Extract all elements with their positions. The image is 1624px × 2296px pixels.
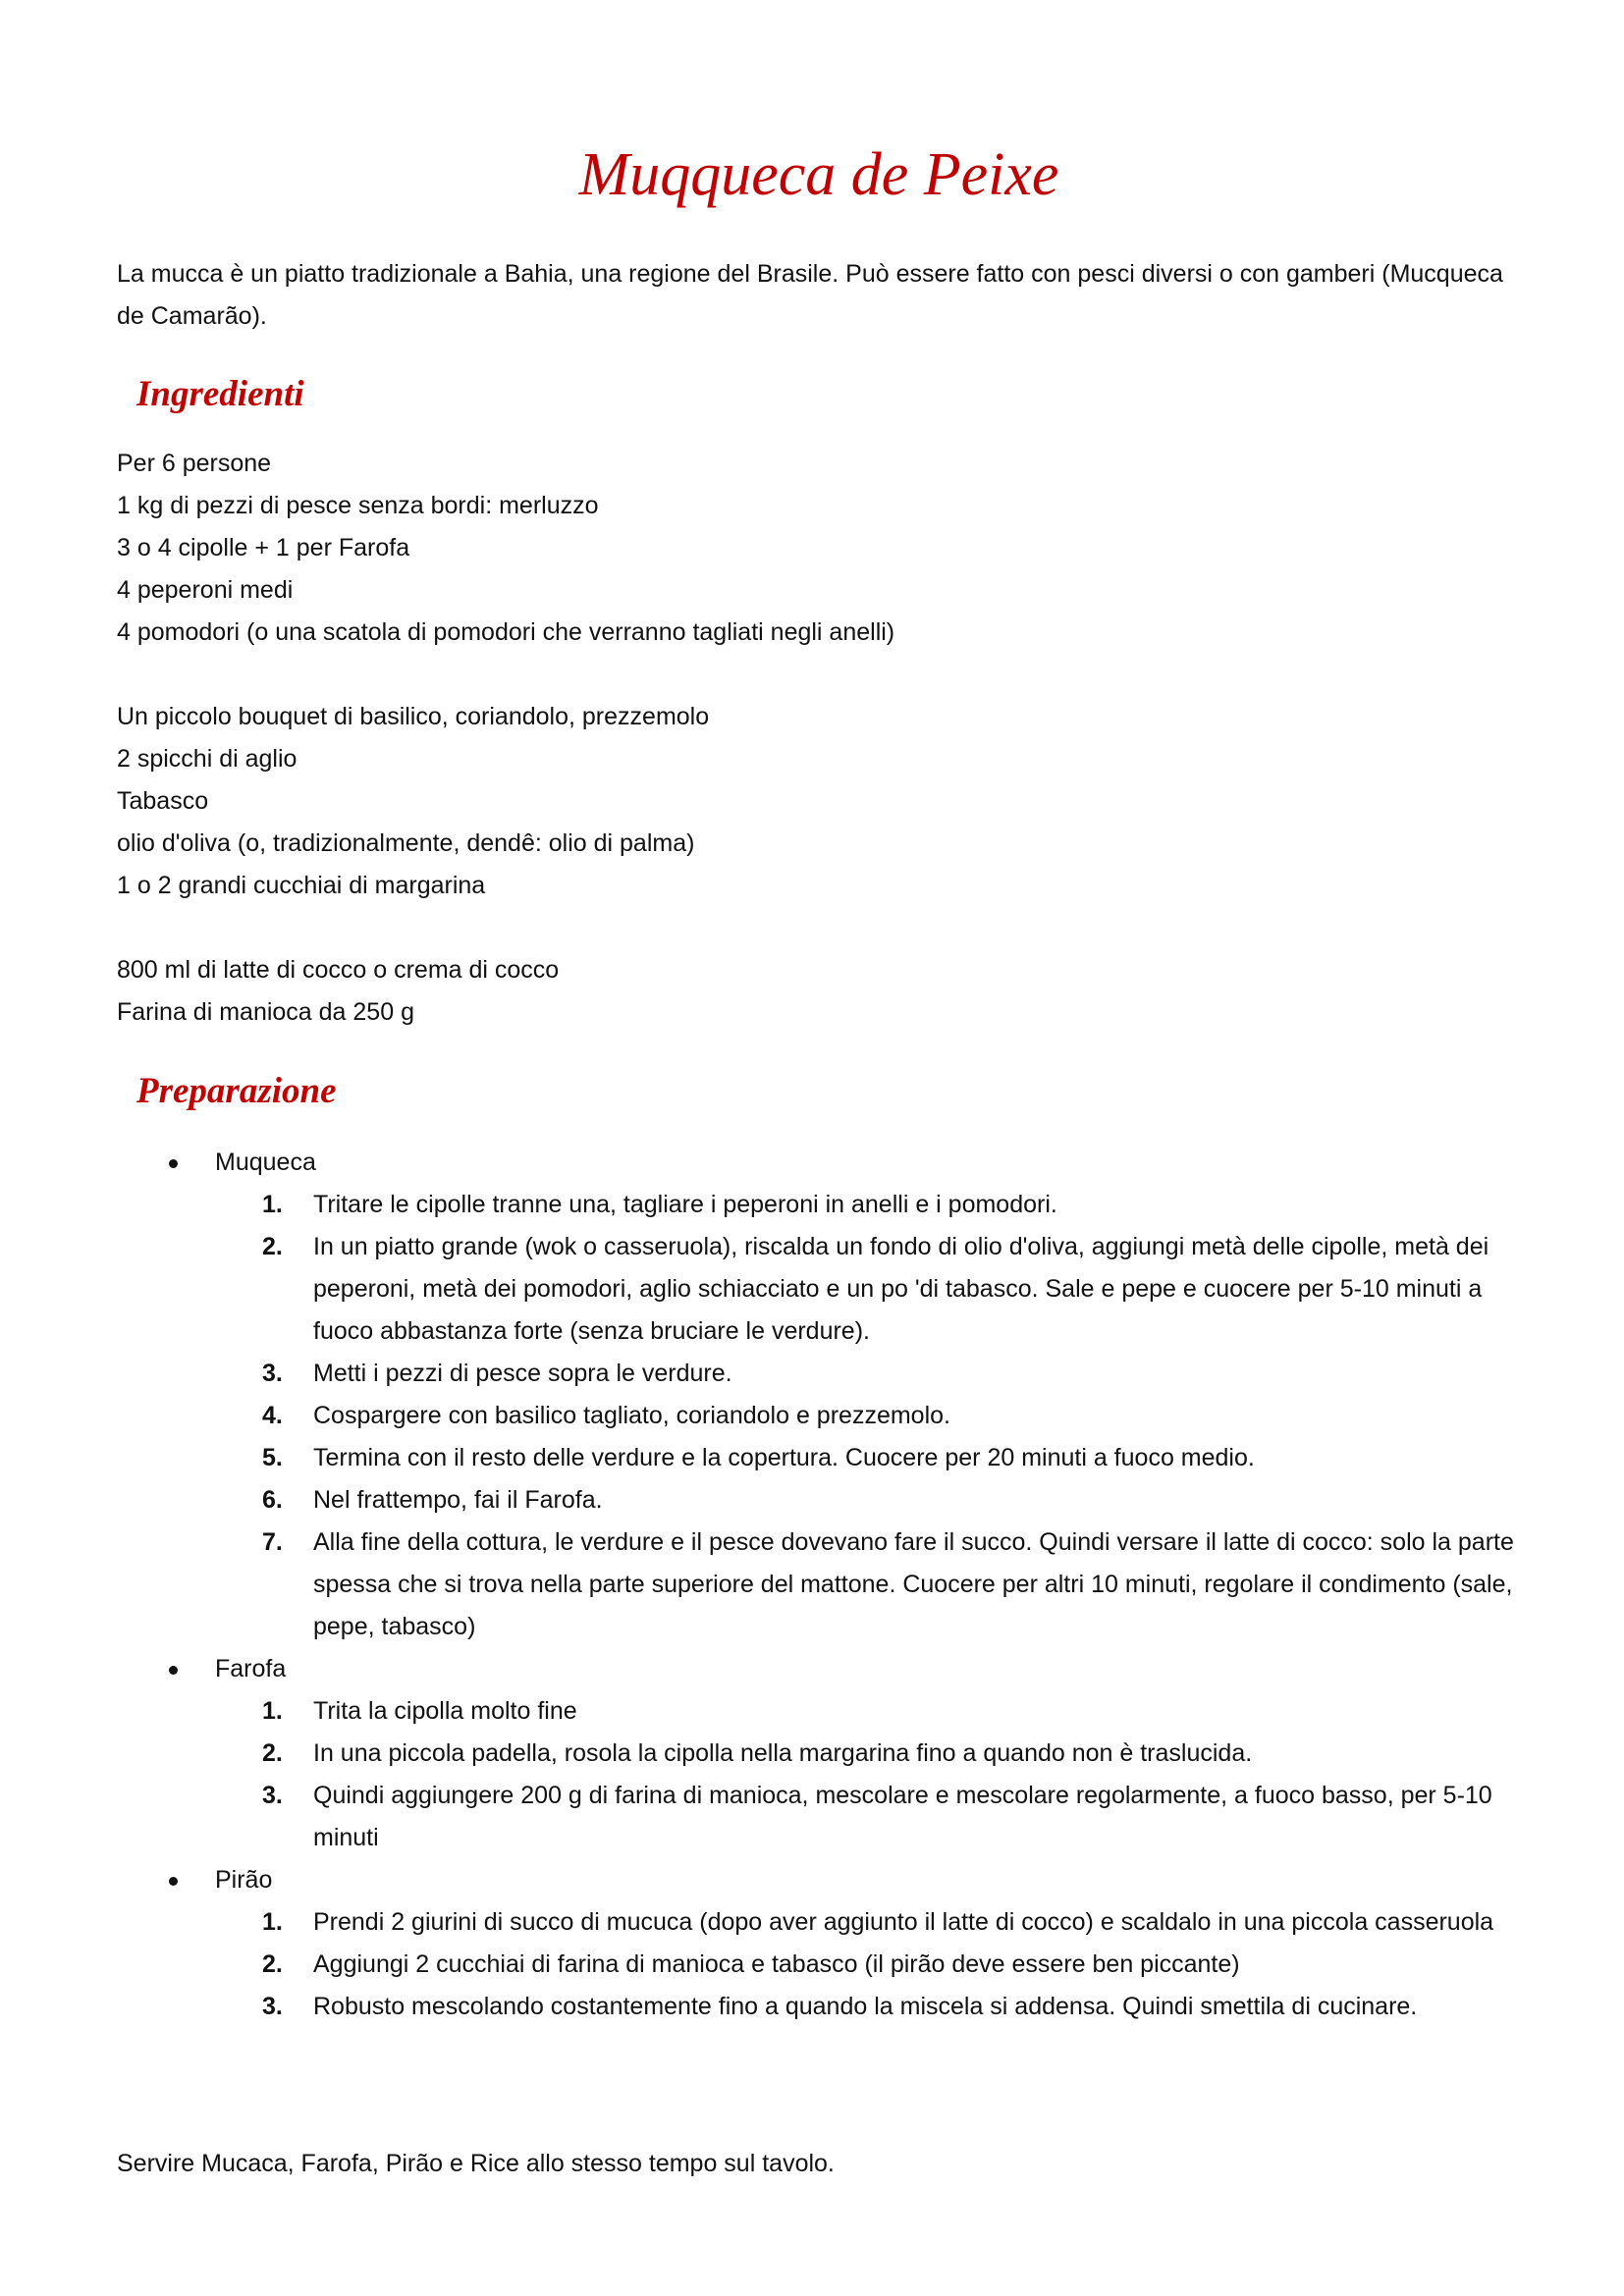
step-item [117, 1775, 1521, 1859]
prep-section-pirao [117, 1859, 1521, 2028]
step-text: Quindi aggiungere 200 g di farina di manioca, mescolare e mescolare regolarmente, a fuoco basso, per 5-10 minuti [313, 1782, 1492, 1851]
step-text: Alla fine della cottura, le verdure e il pesce dovevano fare il succo. Quindi versare il latte di cocco: solo la parte spessa che si trova nella parte superiore del mattone. Cuocere per altri 10 minuti, regolare il condimento (sale, pepe, tabasco) [313, 1528, 1514, 1640]
step-item [117, 1226, 1521, 1353]
ingredient-line: Tabasco [117, 787, 209, 815]
preparation-list [117, 1142, 1521, 2028]
step-text: Robusto mescolando costantemente fino a quando la miscela si addensa. Quindi smettila di cucinare. [313, 1993, 1418, 2020]
intro-paragraph: La mucca è un piatto tradizionale a Bahia, una regione del Brasile. Può essere fatto con pesci diversi o con gamberi (Mucqueca de Camarão). [117, 260, 1503, 330]
step-number: 4. [262, 1402, 283, 1429]
ingredients-heading: Ingredienti [136, 374, 304, 414]
step-number: 6. [262, 1486, 283, 1514]
bullet-item [117, 1142, 1521, 1184]
ingredient-line: 3 o 4 cipolle + 1 per Farofa [117, 534, 410, 561]
ingredient-line: Un piccolo bouquet di basilico, coriandolo, prezzemolo [117, 703, 710, 730]
step-number: 1. [262, 1697, 283, 1725]
ingredient-line: 1 kg di pezzi di pesce senza bordi: merluzzo [117, 492, 599, 519]
step-number: 2. [262, 1950, 283, 1978]
step-number: 2. [262, 1233, 283, 1260]
step-text: Aggiungi 2 cucchiai di farina di manioca e tabasco (il pirão deve essere ben piccante) [313, 1950, 1240, 1978]
bullet-icon [169, 1159, 178, 1168]
step-number: 3. [262, 1993, 283, 2020]
step-number: 2. [262, 1739, 283, 1767]
step-item [117, 1353, 1521, 1395]
step-text: Prendi 2 giurini di succo di mucuca (dopo aver aggiunto il latte di cocco) e scaldalo in una piccola casseruola [313, 1908, 1494, 1936]
ingredient-line: 1 o 2 grandi cucchiai di margarina [117, 872, 486, 899]
section-name: Muqueca [215, 1148, 316, 1176]
paragraph-spacer [117, 907, 1521, 949]
step-item [117, 1986, 1521, 2028]
step-number: 1. [262, 1908, 283, 1936]
section-name: Pirão [215, 1866, 273, 1894]
section-name: Farofa [215, 1655, 287, 1682]
paragraph-spacer [117, 654, 1521, 696]
step-number: 1. [262, 1191, 283, 1218]
bullet-item [117, 1648, 1521, 1690]
step-text: Trita la cipolla molto fine [313, 1697, 577, 1725]
ingredient-line: 800 ml di latte di cocco o crema di cocco [117, 956, 560, 984]
step-item [117, 1901, 1521, 1944]
step-text: In una piccola padella, rosola la cipolla nella margarina fino a quando non è traslucida. [313, 1739, 1253, 1767]
ingredient-line: olio d'oliva (o, tradizionalmente, dendê: olio di palma) [117, 829, 695, 857]
bullet-icon [169, 1877, 178, 1886]
bullet-icon [169, 1666, 178, 1675]
step-item [117, 1437, 1521, 1479]
step-item [117, 1184, 1521, 1226]
prep-section-muqueca [117, 1142, 1521, 1648]
step-text: Metti i pezzi di pesce sopra le verdure. [313, 1360, 732, 1387]
step-item [117, 1479, 1521, 1522]
bullet-item [117, 1859, 1521, 1901]
step-item [117, 1690, 1521, 1733]
step-number: 3. [262, 1782, 283, 1809]
ingredient-line: Farina di manioca da 250 g [117, 998, 414, 1026]
step-text: Termina con il resto delle verdure e la copertura. Cuocere per 20 minuti a fuoco medio. [313, 1444, 1255, 1471]
ingredient-line: 2 spicchi di aglio [117, 745, 298, 773]
ingredient-line: 4 peperoni medi [117, 576, 294, 604]
step-text: In un piatto grande (wok o casseruola), riscalda un fondo di olio d'oliva, aggiungi metà delle cipolle, metà dei peperoni, metà dei pomodori, aglio schiacciato e un po 'di tabasco. Sale e pepe e cuocere per 5-10 minuti a fuoco abbastanza forte (senza bruciare le verdure). [313, 1233, 1489, 1345]
step-text: Cospargere con basilico tagliato, coriandolo e prezzemolo. [313, 1402, 950, 1429]
document-title: Muqqueca de Peixe [578, 141, 1059, 208]
preparation-heading: Preparazione [136, 1071, 337, 1111]
step-number: 3. [262, 1360, 283, 1387]
step-number: 5. [262, 1444, 283, 1471]
ingredient-line: 4 pomodori (o una scatola di pomodori che verranno tagliati negli anelli) [117, 618, 895, 646]
step-text: Tritare le cipolle tranne una, tagliare i peperoni in anelli e i pomodori. [313, 1191, 1057, 1218]
ingredient-line: Per 6 persone [117, 450, 272, 477]
step-item [117, 1733, 1521, 1775]
step-text: Nel frattempo, fai il Farofa. [313, 1486, 603, 1514]
step-item [117, 1395, 1521, 1437]
prep-section-farofa [117, 1648, 1521, 1859]
closing-paragraph: Servire Mucaca, Farofa, Pirão e Rice allo stesso tempo sul tavolo. [117, 2150, 835, 2177]
step-item [117, 1522, 1521, 1648]
ingredients-list [117, 443, 1521, 1034]
step-item [117, 1944, 1521, 1986]
step-number: 7. [262, 1528, 283, 1556]
